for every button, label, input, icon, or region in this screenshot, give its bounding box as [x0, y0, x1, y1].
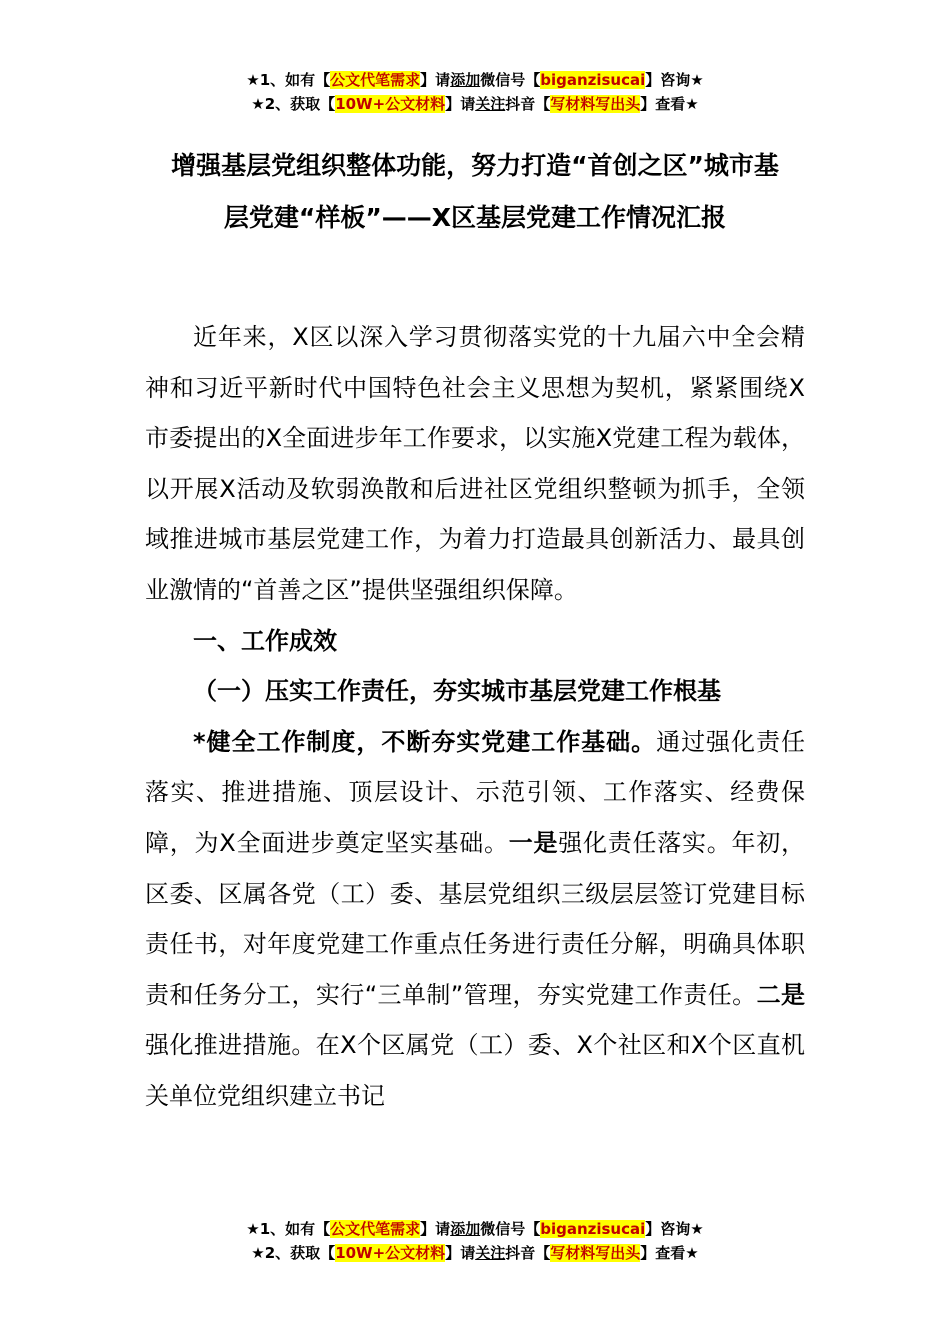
- banner-text: 】查看★: [640, 1244, 699, 1262]
- enumerator-bold: 一是: [508, 828, 559, 857]
- banner-highlight: biganzisucai: [540, 71, 646, 89]
- paragraph-text: 通过强化责任落实、推进措施、顶层设计、示范引领、工作落实、经费保障，为X全面进步奠定坚实基础。: [145, 727, 805, 857]
- enumerator-bold: 二是: [756, 980, 806, 1009]
- banner-text: 】咨询★: [645, 1220, 704, 1238]
- banner-text: 微信号【: [480, 71, 541, 89]
- banner-text: 】咨询★: [645, 71, 704, 89]
- banner-line-2: [0, 92, 950, 116]
- banner-line-1: [0, 1217, 950, 1241]
- banner-highlight: biganzisucai: [540, 1220, 646, 1238]
- banner-text: ★1、如有【: [246, 71, 331, 89]
- title-line-1: 增强基层党组织整体功能，努力打造“首创之区”城市基: [171, 151, 779, 180]
- banner-underline: 添加: [450, 1220, 481, 1238]
- banner-highlight: 写材料写出头: [550, 95, 641, 113]
- section-heading: 一、工作成效: [193, 626, 337, 655]
- banner-text: 】请: [445, 1244, 476, 1262]
- banner-text: 】请: [420, 71, 451, 89]
- paragraph-text: 强化责任落实。年初，区委、区属各党（工）委、基层党组织三级层层签订党建目标责任书，对年度党建工作重点任务进行责任分解，明确具体职责和任务分工，实行“三单制”管理，夯实党建工作责任。: [145, 828, 805, 1009]
- banner-text: ★1、如有【: [246, 1220, 331, 1238]
- banner-line-2: [0, 1241, 950, 1265]
- banner-text: ★2、获取【: [251, 1244, 336, 1262]
- header-banner: [0, 68, 950, 116]
- banner-text: 抖音【: [505, 1244, 551, 1262]
- document-title: [120, 140, 830, 244]
- intro-paragraph: 近年来，X区以深入学习贯彻落实党的十九届六中全会精神和习近平新时代中国特色社会主义思想为契机，紧紧围绕X市委提出的X全面进步年工作要求，以实施X党建工程为载体，以开展X活动及软弱涣散和后进社区党组织整顿为抓手，全领域推进城市基层党建工作，为着力打造最具创新活力、最具创业激情的“首善之区”提供坚强组织保障。: [145, 323, 805, 604]
- body-paragraph: [145, 717, 805, 1122]
- banner-line-1: [0, 68, 950, 92]
- banner-underline: 关注: [475, 95, 506, 113]
- banner-text: ★2、获取【: [251, 95, 336, 113]
- subsection-heading: （一）压实工作责任，夯实城市基层党建工作根基: [193, 677, 721, 706]
- title-line-2: 层党建“样板”——X区基层党建工作情况汇报: [223, 203, 727, 232]
- banner-text: 】请: [445, 95, 476, 113]
- document-body: [145, 312, 805, 1122]
- banner-text: 】查看★: [640, 95, 699, 113]
- banner-highlight: 10W+公文材料: [335, 1244, 446, 1262]
- banner-highlight: 公文代笔需求: [330, 1220, 421, 1238]
- banner-underline: 添加: [450, 71, 481, 89]
- banner-text: 抖音【: [505, 95, 551, 113]
- banner-highlight: 写材料写出头: [550, 1244, 641, 1262]
- banner-highlight: 公文代笔需求: [330, 71, 421, 89]
- paragraph-text: 强化推进措施。在X个区属党（工）委、X个社区和X个区直机关单位党组织建立书记: [145, 1031, 805, 1110]
- footer-banner: [0, 1217, 950, 1265]
- banner-highlight: 10W+公文材料: [335, 95, 446, 113]
- paragraph-lead: *健全工作制度，不断夯实党建工作基础。: [193, 727, 657, 756]
- banner-text: 微信号【: [480, 1220, 541, 1238]
- banner-underline: 关注: [475, 1244, 506, 1262]
- banner-text: 】请: [420, 1220, 451, 1238]
